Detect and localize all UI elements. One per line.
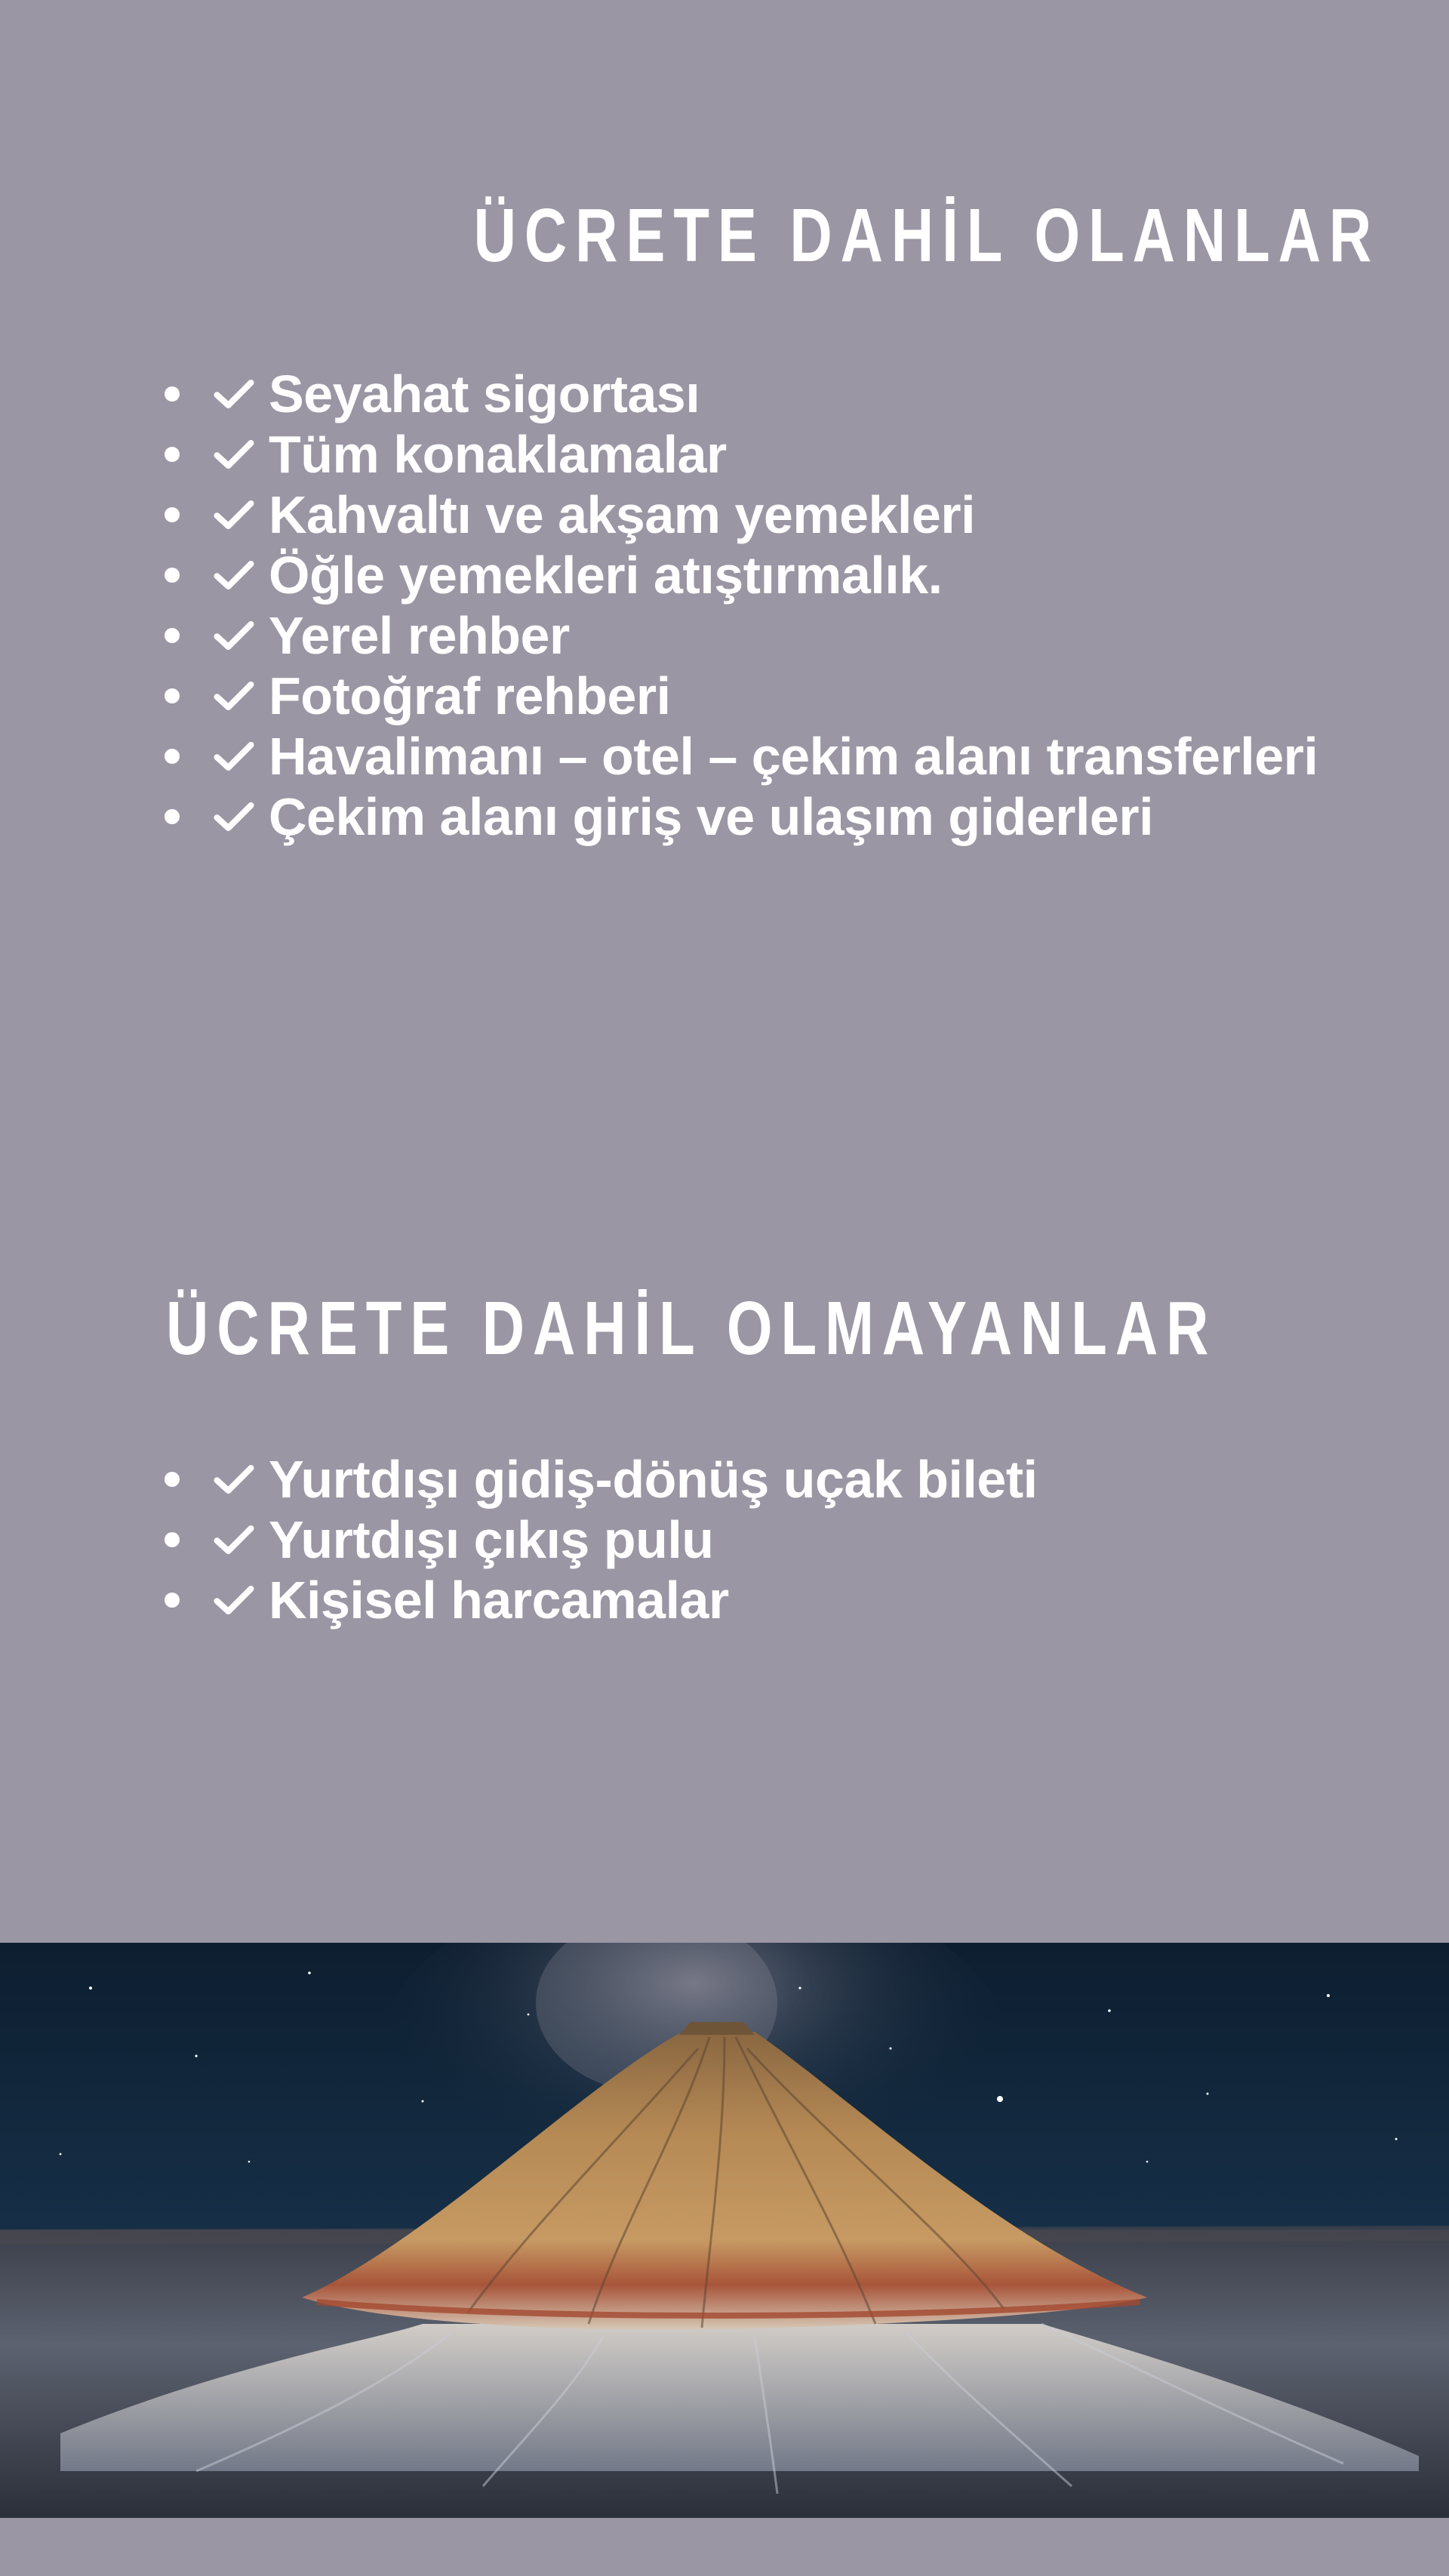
included-heading: ÜCRETE DAHİL OLANLAR — [473, 193, 1380, 278]
checkmark-icon — [211, 673, 257, 719]
list-item — [151, 1570, 1038, 1630]
checkmark-icon — [211, 1577, 257, 1623]
list-item-label: Yurtdışı çıkış pulu — [269, 1510, 714, 1569]
list-item-label: Öğle yemekleri atıştırmalık. — [269, 546, 943, 605]
list-item — [151, 545, 1318, 605]
checkmark-icon — [211, 613, 257, 658]
bullet-dot-icon — [165, 386, 180, 402]
bullet-dot-icon — [165, 447, 180, 462]
checkmark-icon — [211, 734, 257, 779]
excluded-list — [151, 1449, 1038, 1630]
list-item — [151, 605, 1318, 666]
list-item — [151, 786, 1318, 847]
list-item-label: Fotoğraf rehberi — [269, 666, 671, 725]
list-item-label: Çekim alanı giriş ve ulaşım giderleri — [269, 787, 1154, 846]
bullet-dot-icon — [165, 507, 180, 522]
list-item — [151, 1510, 1038, 1570]
list-item — [151, 364, 1318, 424]
bullet-dot-icon — [165, 628, 180, 643]
bullet-dot-icon — [165, 749, 180, 764]
list-item — [151, 726, 1318, 786]
checkmark-icon — [211, 1457, 257, 1502]
bullet-dot-icon — [165, 568, 180, 583]
list-item-label: Yurtdışı gidiş-dönüş uçak bileti — [269, 1450, 1038, 1509]
list-item-label: Havalimanı – otel – çekim alanı transferleri — [269, 727, 1318, 786]
checkmark-icon — [211, 371, 257, 417]
desert-night-photo — [0, 1943, 1449, 2518]
list-item-label: Kahvaltı ve akşam yemekleri — [269, 485, 976, 544]
bullet-dot-icon — [165, 1532, 180, 1547]
bullet-dot-icon — [165, 1472, 180, 1487]
list-item — [151, 1449, 1038, 1510]
bullet-dot-icon — [165, 1593, 180, 1608]
list-item — [151, 666, 1318, 726]
checkmark-icon — [211, 492, 257, 537]
checkmark-icon — [211, 432, 257, 477]
list-item — [151, 424, 1318, 485]
bullet-dot-icon — [165, 688, 180, 703]
checkmark-icon — [211, 552, 257, 598]
excluded-heading: ÜCRETE DAHİL OLMAYANLAR — [166, 1286, 1217, 1371]
checkmark-icon — [211, 794, 257, 839]
bullet-dot-icon — [165, 809, 180, 824]
list-item-label: Seyahat sigortası — [269, 365, 700, 423]
list-item-label: Tüm konaklamalar — [269, 425, 727, 484]
list-item-label: Kişisel harcamalar — [269, 1571, 729, 1630]
list-item-label: Yerel rehber — [269, 606, 570, 665]
checkmark-icon — [211, 1517, 257, 1562]
list-item — [151, 485, 1318, 545]
included-list — [151, 364, 1318, 847]
